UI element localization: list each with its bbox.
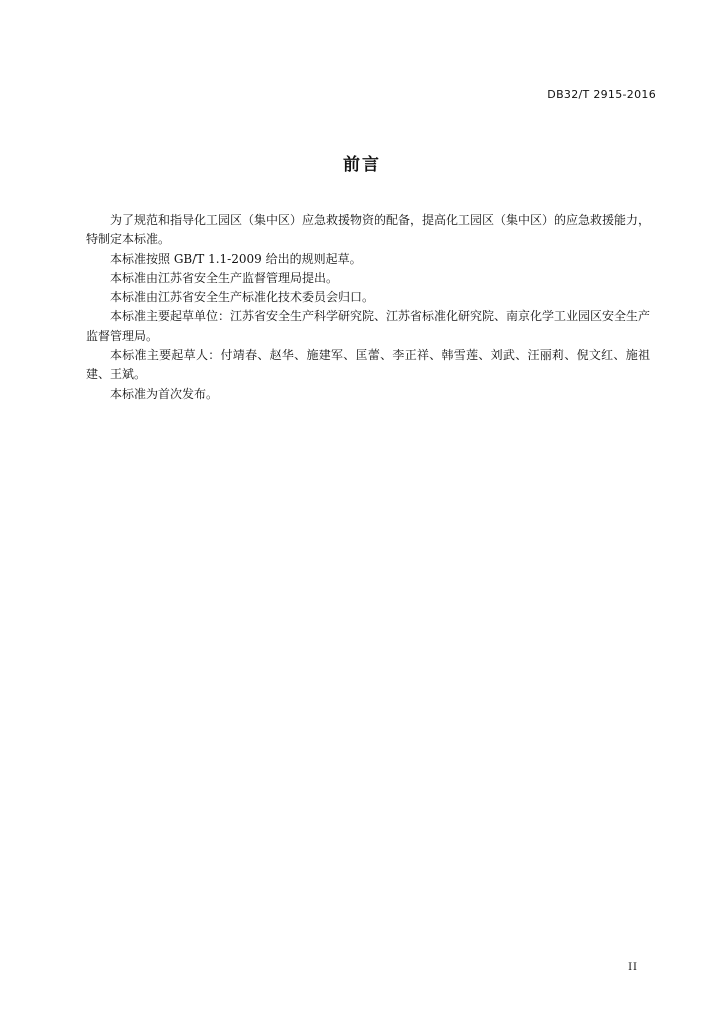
- paragraph-purpose: 为了规范和指导化工园区（集中区）应急救援物资的配备，提高化工园区（集中区）的应急救援能力，特制定本标准。: [86, 213, 651, 247]
- standard-code: DB32/T 2915-2016: [547, 88, 656, 101]
- page-title: 前言: [343, 155, 381, 175]
- paragraph-first-release: 本标准为首次发布。: [110, 386, 219, 401]
- paragraph-drafting-units: 本标准主要起草单位：江苏省安全生产科学研究院、江苏省标准化研究院、南京化学工业园区安全生产监督管理局。: [86, 309, 651, 343]
- paragraph-centralized-by: 本标准由江苏省安全生产标准化技术委员会归口。: [110, 290, 375, 305]
- paragraph-proposer: 本标准由江苏省安全生产监督管理局提出。: [110, 270, 339, 285]
- page-number: II: [628, 962, 638, 973]
- paragraph-drafters: 本标准主要起草人：付靖春、赵华、施建军、匡蕾、李正祥、韩雪莲、刘武、汪丽莉、倪文红、施祖建、王斌。: [86, 348, 650, 382]
- paragraph-drafting-rules: 本标准按照 GB/T 1.1-2009 给出的规则起草。: [110, 251, 362, 266]
- foreword-body: [86, 211, 650, 404]
